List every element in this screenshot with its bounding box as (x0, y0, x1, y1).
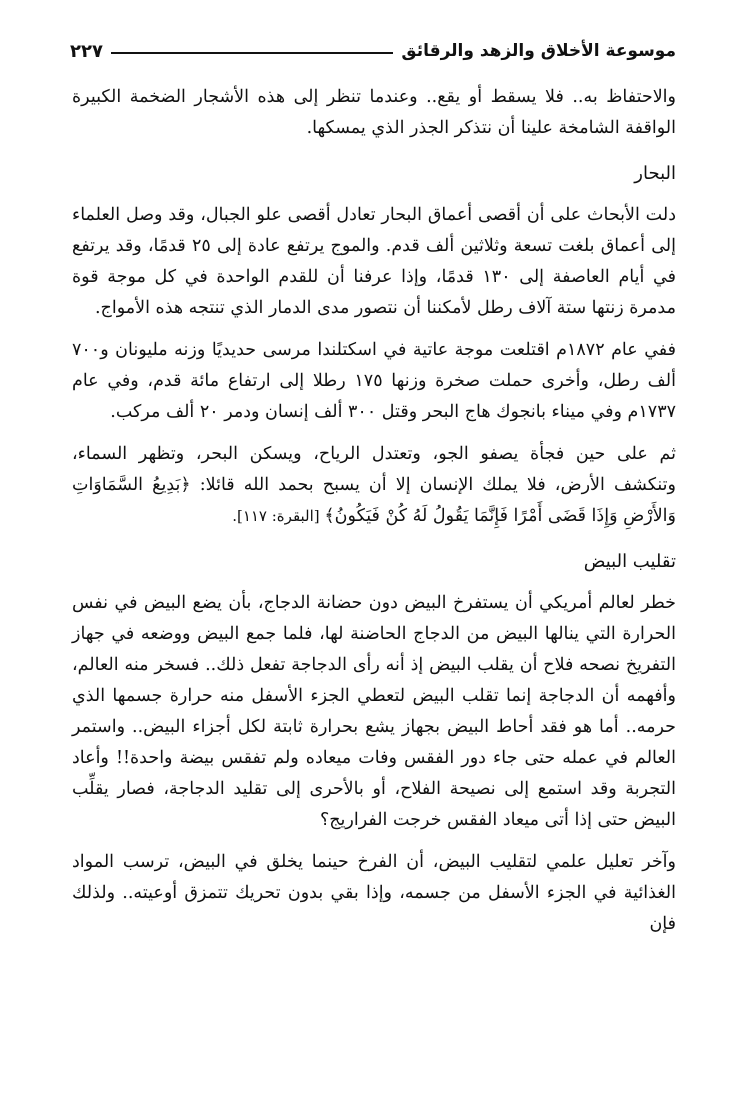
page-number: ٢٢٧ (70, 40, 103, 62)
page-body (72, 82, 676, 940)
paragraph-3: ففي عام ١٨٧٢م اقتلعت موجة عاتية في اسكتلندا مرسى حديديًا وزنه مليونان و٧٠٠ ألف رطل، وأخرى حملت صخرة وزنها ١٧٥ رطلا إلى ارتفاع مائة قدم، وفي عام ١٧٣٧م وفي ميناء بانجوك هاج البحر وقتل ٣٠٠ ألف إنسان ودمر ٢٠ ألف مركب. (72, 340, 676, 422)
book-title: موسوعة الأخلاق والزهد والرقائق (401, 41, 676, 61)
running-header (70, 38, 676, 64)
section-heading-egg-turning: تقليب البيض (583, 551, 676, 572)
header-rule (111, 52, 393, 54)
verse-reference: [البقرة: ١١٧]. (232, 507, 325, 525)
paragraph-1: والاحتفاظ به.. فلا يسقط أو يقع.. وعندما تنظر إلى هذه الأشجار الضخمة الكبيرة الواقفة الشامخة علينا أن نتذكر الجذر الذي يمسكها. (72, 87, 676, 138)
quran-verse: ﴿بَدِيعُ السَّمَاوَاتِ وَالأَرْضِ وَإِذَا قَضَى أَمْرًا فَإِنَّمَا يَقُولُ لَهُ كُنْ فَيَكُونُ﴾ (72, 475, 676, 526)
paragraph-2: دلت الأبحاث على أن أقصى أعماق البحار تعادل أقصى علو الجبال، وقد وصل العلماء إلى أعماق بلغت تسعة وثلاثين ألف قدم. والموج يرتفع عادة إلى ٢٥ قدمًا، وقد يرتفع في أيام العاصفة إلى ١٣٠ قدمًا، وإذا عرفنا أن للقدم الواحدة في كل موجة قوة مدمرة زنتها ستة آلاف رطل لأمكننا أن نتصور مدى الدمار الذي تنتجه هذه الأمواج. (72, 205, 676, 318)
paragraph-5: خطر لعالم أمريكي أن يستفرخ البيض دون حضانة الدجاج، بأن يضع البيض في نفس الحرارة التي ينالها البيض من الدجاج الحاضنة لها، فلما جمع البيض ووضعه في جهاز التفريخ نصحه فلاح أن يقلب البيض إذ أنه رأى الدجاجة تفعل ذلك.. فسخر منه العالم، وأفهمه أن الدجاجة إنما تقلب البيض لتعطي الجزء الأسفل منه حرارة جسمها الذي حرمه.. أما هو فقد أحاط البيض بجهاز يشع بحرارة ثابتة لكل أجزاء البيض.. واستمر العالم في عمله حتى جاء دور الفقس وفات ميعاده ولم تفقس بيضة واحدة!! وأعاد التجربة وقد استمع إلى نصيحة الفلاح، أو بالأحرى إلى تقليد الدجاجة، فصار يقلِّب البيض حتى إذا أتى ميعاد الفقس خرجت الفراريج؟ (72, 593, 676, 830)
section-heading-seas: البحار (634, 163, 676, 184)
paragraph-6: وآخر تعليل علمي لتقليب البيض، أن الفرخ حينما يخلق في البيض، ترسب المواد الغذائية في الجزء الأسفل من جسمه، وإذا بقي بدون تحريك تتمزق أوعيته.. ولذلك فإن (72, 852, 676, 934)
paragraph-4 (72, 439, 676, 532)
paragraph-4-text: ثم على حين فجأة يصفو الجو، وتعتدل الرياح، ويسكن البحر، وتظهر السماء، وتنكشف الأرض، فلا يملك الإنسان إلا أن يسبح بحمد الله قائلا: (72, 444, 676, 495)
